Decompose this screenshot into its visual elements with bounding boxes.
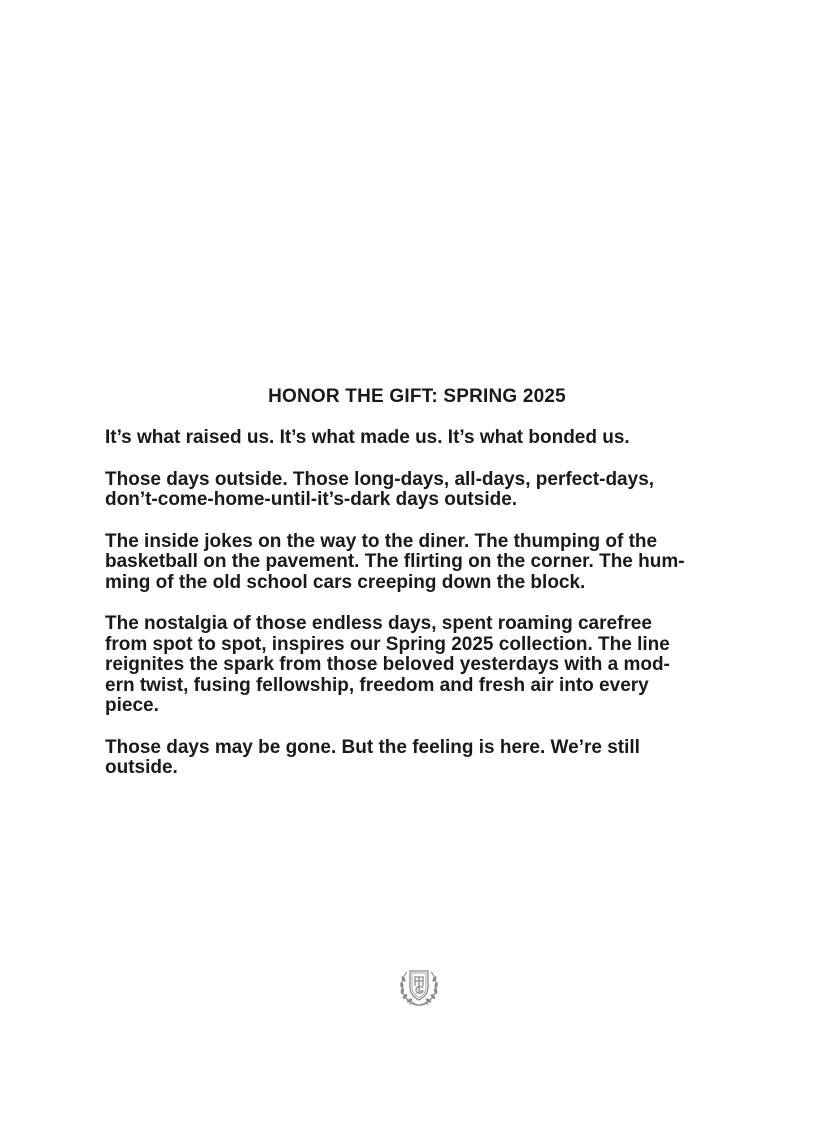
paragraph-closing: Those days may be gone. But the feeling is here. We’re still outside. xyxy=(105,736,640,778)
paragraph-memories: The inside jokes on the way to the diner. The thumping of the basketball on the pavement. The flirting on the corner. The hum- ming of the old school cars creeping down the block. xyxy=(105,530,685,593)
htg-crest-icon xyxy=(396,963,442,1009)
document-title: HONOR THE GIFT: SPRING 2025 xyxy=(268,386,566,407)
paragraph-intro: It’s what raised us. It’s what made us. It’s what bonded us. xyxy=(105,427,630,448)
paragraph-collection: The nostalgia of those endless days, spent roaming carefree from spot to spot, inspires our Spring 2025 collection. The line reignites the spark from those beloved yesterdays with a mod- ern twist, fusing fellowship, freedom and fresh air into every piece. xyxy=(105,613,670,716)
document-body xyxy=(105,428,733,800)
paragraph-days-outside: Those days outside. Those long-days, all-days, perfect-days, don’t-come-home-until-it’s-dark days outside. xyxy=(105,468,655,510)
